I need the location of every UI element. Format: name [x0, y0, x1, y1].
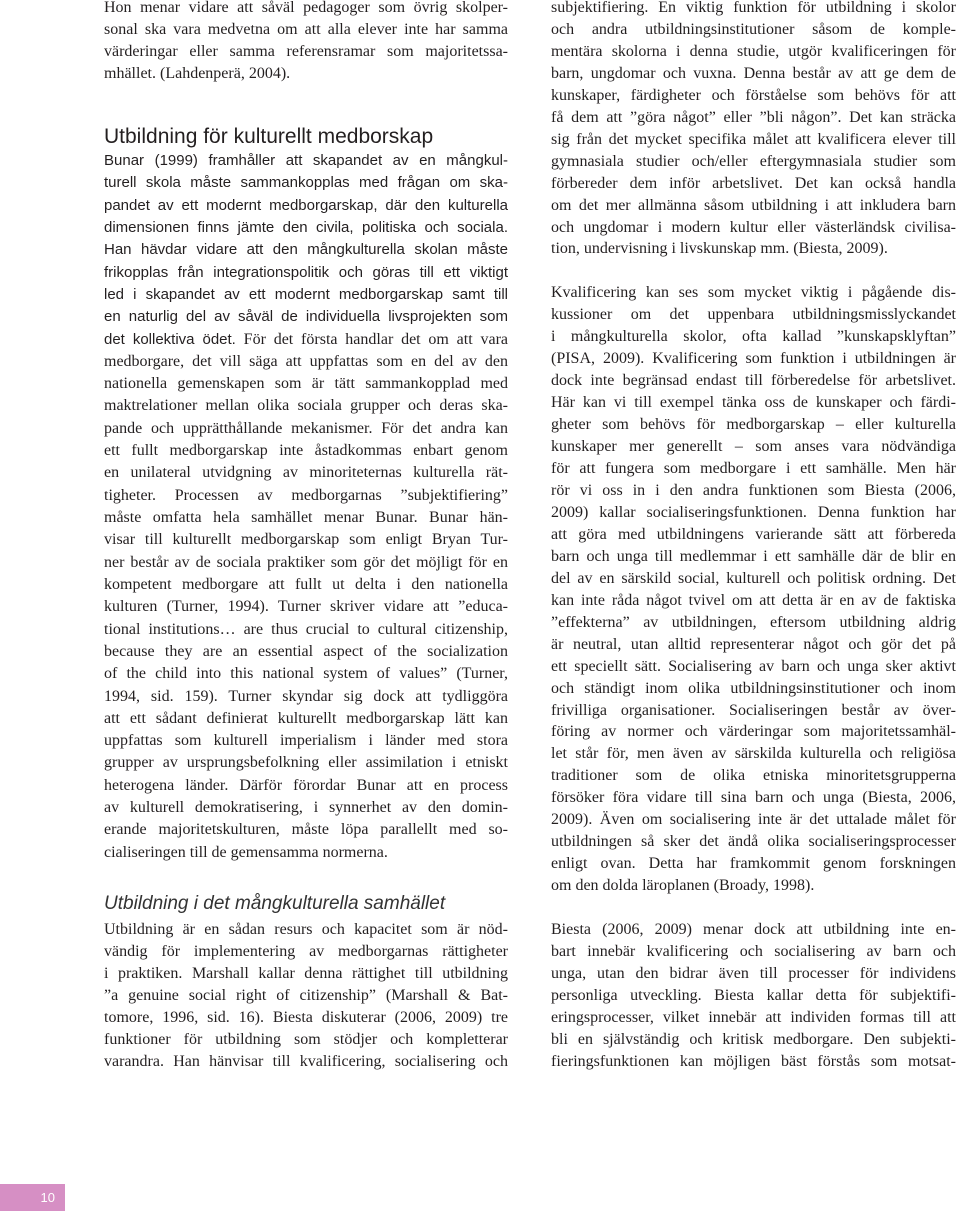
- text-line: gymnasiala studier och/eller eftergymnasiala studier som: [551, 152, 956, 170]
- text-line: eringsprocesser, vilket innebär att individen formas till att: [551, 1008, 956, 1026]
- text-line: försöker föra vidare till sina barn och unga (Biesta, 2006,: [551, 789, 956, 807]
- text-line: kompetent medborgare att fullt ut delta i den nationella: [104, 575, 508, 593]
- text-line: utbildningen så sker det ändå olika socialiseringsprocesser: [551, 833, 956, 851]
- text-line: Utbildning är en sådan resurs och kapacitet som är nöd-: [104, 921, 508, 938]
- text-line: pandet av ett modernt medborgarskap, där den kulturella: [104, 196, 508, 214]
- text-line: traditioner som de olika etniska minoritetsgrupperna: [551, 767, 956, 785]
- text-segment-serif: För det första handlar det om att vara: [243, 330, 508, 348]
- text-line: personliga utveckling. Biesta kallar detta för subjektifi-: [551, 986, 956, 1004]
- text-line: och ständigt inom olika utbildningsinstitutioner och inom: [551, 679, 956, 697]
- text-line: Bunar (1999) framhåller att skapandet av en mångkul-: [104, 152, 508, 169]
- text-line: 2009) kallar socialiseringsfunktionen. Denna funktion har: [551, 503, 956, 521]
- right-column: [551, 0, 956, 1095]
- text-line: ett fullt medborgarskap inte åstadkommas enbart genom: [104, 442, 508, 460]
- section-sans-lines: [104, 150, 508, 329]
- text-line: of the child into this national system of values” (Turner,: [104, 665, 508, 683]
- intro-paragraph: [104, 0, 508, 85]
- text-line: värderingar eller samma referensramar som majoritetssa-: [104, 43, 508, 60]
- text-line: maktrelationer mellan olika sociala grupper och deras ska-: [104, 397, 508, 415]
- text-line: gheter som behövs för medborgarskap – eller kulturella: [551, 416, 956, 434]
- text-line: subjektifiering. En viktig funktion för utbildning i skolor: [551, 0, 956, 16]
- text-line: medborgare, det vill säga att uppfattas som en del av den: [104, 352, 508, 370]
- text-line: och andra utbildningsinstitutioner såsom de komple-: [551, 20, 956, 38]
- text-line: Biesta (2006, 2009) menar dock att utbildning inte en-: [551, 921, 956, 939]
- text-line: av kulturell demokratisering, i synnerhet av den domin-: [104, 799, 508, 817]
- text-line: nationella gemenskapen som är tätt sammankopplad med: [104, 375, 508, 393]
- text-line: en naturlig del av såväl de individuella livsprojekten som: [104, 308, 508, 326]
- text-line: barn och unga till medlemmar i ett samhälle där de blir en: [551, 547, 956, 565]
- text-line: Här kan vi till exempel tänka oss de kunskaper och färdi-: [551, 394, 956, 412]
- text-line: kunskaper mer generellt – som anses vara nödvändiga: [551, 438, 956, 456]
- text-line: mentära skolorna i denna studie, utgör kvalificeringen för: [551, 42, 956, 60]
- text-line: funktioner för utbildning som stödjer och kompletterar: [104, 1031, 508, 1048]
- text-line: få dem att ”göra något” eller ”bli någon”. Det kan sträcka: [551, 108, 956, 126]
- text-line: tigheter. Processen av medborgarnas ”subjektifiering”: [104, 486, 508, 504]
- text-line: och ungdomar i modern kultur eller västerländsk civilisa-: [551, 218, 956, 236]
- text-line: pande och upprätthållande mekanismer. För det andra kan: [104, 419, 508, 437]
- text-line: erande majoritetskulturen, måste löpa parallellt med so-: [104, 821, 508, 839]
- text-line: kunskaper, färdigheter och förståelse som behövs för att: [551, 86, 956, 104]
- text-line: om den dolda läroplanen (Broady, 1998).: [551, 877, 815, 895]
- subsection-heading: Utbildning i det mångkulturella samhället: [104, 893, 446, 914]
- text-line: sig från det mycket specifika målet att kvalificera elever till: [551, 130, 956, 148]
- text-line: att ett sådant definierat kulturellt medborgarskap lätt kan: [104, 709, 508, 727]
- text-line: visar till kulturellt medborgarskap som enligt Bryan Tur-: [104, 531, 508, 549]
- text-line: måste omfatta hela samhället menar Bunar. Bunar hän-: [104, 509, 508, 526]
- text-line: ”a genuine social right of citizenship” (Marshall & Bat-: [104, 987, 508, 1004]
- text-line: sonal ska vara medvetna om att alla elever inte har samma: [104, 21, 508, 38]
- text-line: Hon menar vidare att såväl pedagoger som övrig skolper-: [104, 0, 508, 16]
- text-line: Han hävdar vidare att den mångkulturella skolan måste: [104, 241, 508, 259]
- text-line: tional institutions… are thus crucial to cultural citizenship,: [104, 620, 508, 638]
- text-line: grupper av ursprungsbefolkning eller assimilation i etniskt: [104, 754, 508, 772]
- text-line: heterogena länder. Därför förordar Bunar att en process: [104, 776, 508, 794]
- text-line: kussioner om det uppenbara utbildningsmisslyckandet: [551, 306, 956, 324]
- text-line: [104, 329, 508, 351]
- page-number: 10: [40, 1190, 55, 1205]
- paragraph: [551, 0, 956, 260]
- text-line: att göra med utbildningens varierande sätt att förbereda: [551, 525, 956, 543]
- text-line: 2009). Även om socialisering inte är det uttalade målet för: [551, 811, 956, 829]
- text-line: 1994, sid. 159). Turner skyndar sig dock att tydliggöra: [104, 687, 508, 705]
- text-line: om det mer allmänna såsom utbildning i att inkludera barn: [551, 196, 956, 214]
- section-paragraph: [104, 150, 508, 864]
- text-line: för att fungera som medborgare i ett samhälle. Men här: [551, 460, 956, 478]
- text-line: turell skola måste sammankopplas med frågan om ska-: [104, 174, 508, 192]
- section-heading: Utbildning för kulturellt medborskap: [104, 125, 434, 148]
- text-line: (PISA, 2009). Kvalificering som funktion i utbildningen är: [551, 350, 956, 368]
- text-line: dock inte begränsad endast till förberedelse för arbetslivet.: [551, 372, 956, 390]
- text-line: del av en särskild social, kulturell och politisk ordning. Det: [551, 569, 956, 587]
- page-number-tab: [0, 1184, 65, 1211]
- text-line: en unilateral utvidgning av minoriteternas kulturella rät-: [104, 464, 508, 482]
- text-line: bart innebär kvalificering och socialisering av barn och: [551, 942, 956, 960]
- text-line: bli en självständig och kritisk medborgare. Den subjekti-: [551, 1030, 956, 1048]
- text-line: i mångkulturella skolor, ofta kallad ”kunskapsklyftan”: [551, 328, 956, 346]
- text-line: ett speciellt sätt. Socialisering av barn och unga sker aktivt: [551, 657, 956, 675]
- section-serif-lines: [104, 351, 508, 864]
- text-line: föring av normer och värderingar som majoritetssamhäl-: [551, 723, 956, 741]
- text-line: mhället. (Lahdenperä, 2004).: [104, 65, 291, 82]
- text-line: let står för, men även av särskilda kulturella och religiösa: [551, 745, 956, 763]
- text-line: kulturen (Turner, 1994). Turner skriver vidare att ”educa-: [104, 598, 508, 616]
- text-line: frikopplas från integrationspolitik och göras till ett viktigt: [104, 263, 508, 281]
- text-line: uppfattas som kulturell imperialism i länder med stora: [104, 732, 508, 750]
- text-line: är neutral, utan alltid representerar något och gör det på: [551, 635, 956, 653]
- text-line: ner består av de sociala praktiker som gör det möjligt för en: [104, 553, 508, 571]
- text-line: dimensionen finns jämte den civila, politiska och sociala.: [104, 218, 508, 236]
- text-line: Kvalificering kan ses som mycket viktig i pågående dis-: [551, 284, 956, 302]
- text-line: unga, utan den bidrar även till processer för individens: [551, 964, 956, 982]
- text-line: förbereder dem inför arbetslivet. Det kan också handla: [551, 174, 956, 192]
- text-line: cialiseringen till de gemensamma normerna.: [104, 843, 388, 861]
- text-line: tomore, 1996, sid. 16). Biesta diskuterar (2006, 2009) tre: [104, 1009, 508, 1026]
- paragraph: [551, 919, 956, 1073]
- text-line: because they are an essential aspect of the socialization: [104, 642, 508, 660]
- text-line: i praktiken. Marshall kallar denna rättighet till utbildning: [104, 965, 508, 982]
- text-segment-sans: det kollektiva ödet.: [104, 330, 236, 348]
- text-line: fieringsfunktionen kan möjligen bäst förstås som motsat-: [551, 1052, 956, 1070]
- text-line: rör vi oss in i den andra funktionen som Biesta (2006,: [551, 481, 956, 499]
- text-line: vändig för implementering av medborgarnas rättigheter: [104, 943, 508, 960]
- text-line: kan inte råda något tvivel om att detta är en av de faktiska: [551, 591, 956, 609]
- text-line: barn, ungdomar och vuxna. Denna består av att ge dem de: [551, 64, 956, 82]
- subsection-paragraph: [104, 919, 508, 1073]
- text-line: varandra. Han hänvisar till kvalificering, socialisering och: [104, 1053, 508, 1070]
- text-line: ”effekterna” av utbildningen, eftersom utbildning aldrig: [551, 613, 956, 631]
- text-line: led i skapandet av ett modernt medborgarskap samt till: [104, 285, 508, 303]
- text-line: enligt ovan. Detta har framkommit genom forskningen: [551, 855, 956, 873]
- paragraph: [551, 282, 956, 897]
- text-line: frivilliga organisationer. Socialiseringen består av över-: [551, 701, 956, 719]
- text-line: tion, undervisning i livskunskap mm. (Biesta, 2009).: [551, 240, 888, 258]
